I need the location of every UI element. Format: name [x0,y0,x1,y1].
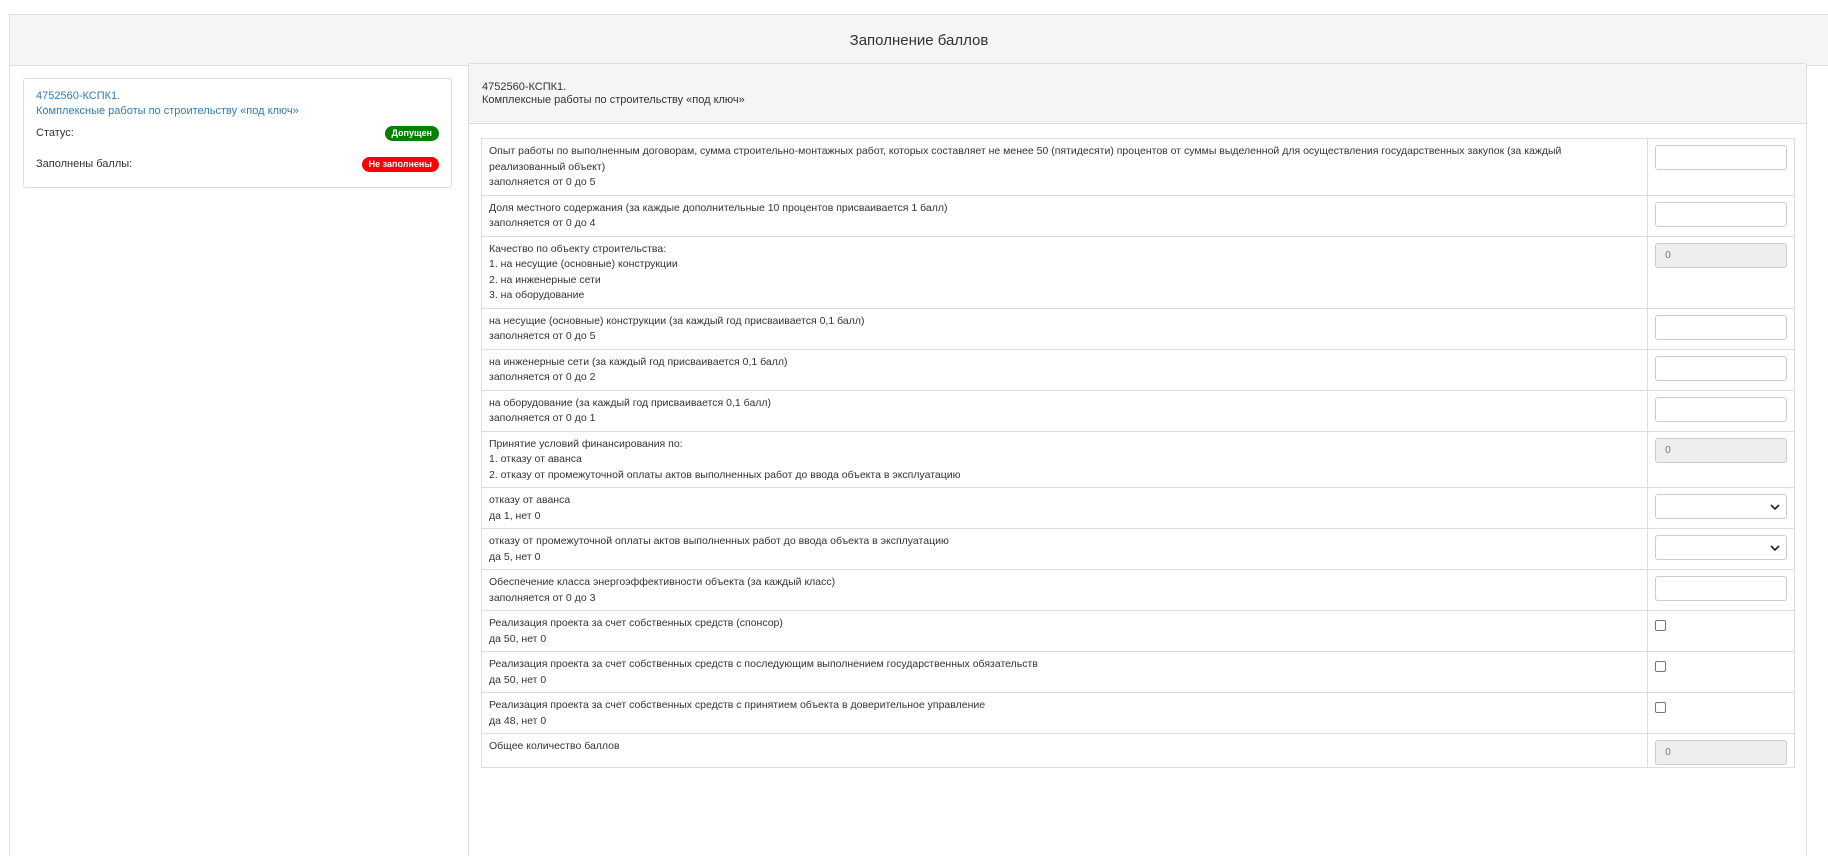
criterion-row [482,652,1795,693]
criterion-title: на несущие (основные) конструкции (за каждый год присваивается 0,1 балл) [489,314,865,327]
criterion-title: на оборудование (за каждый год присваивается 0,1 балл) [489,396,772,409]
score-input[interactable] [1655,145,1787,170]
criterion-title: отказу от аванса [489,494,571,506]
criterion-control-cell [1648,390,1795,431]
criterion-hint: да 50, нет 0 [489,673,547,686]
criterion-title: Качество по объекту строительства: [489,242,667,255]
criterion-title: на инженерные сети (за каждый год присваивается 0,1 балл) [489,355,788,368]
score-readonly-field: 0 [1655,243,1787,268]
criterion-control-cell [1648,488,1795,529]
criterion-hint: да 5, нет 0 [489,550,541,563]
score-readonly-field: 0 [1655,438,1787,463]
card-lot-code: 4752560-КСПК1. [482,81,567,93]
criteria-card-header [469,64,1806,124]
criterion-control-cell [1648,139,1795,196]
criterion-label [482,488,1648,529]
criteria-table [481,138,1795,768]
criterion-title: Реализация проекта за счет собственных средств (спонсор) [489,617,783,629]
criterion-control-cell [1648,349,1795,390]
status-label: Статус: [36,127,74,139]
criterion-label [482,390,1648,431]
criterion-hint: да 50, нет 0 [489,632,547,645]
criterion-hint: заполняется от 0 до 4 [489,217,596,229]
criterion-control-cell [1648,652,1795,693]
status-row [36,123,439,143]
criterion-label [482,652,1648,693]
summary-card [23,78,452,188]
criterion-title: Доля местного содержания (за каждые дополнительные 10 процентов присваивается 1 балл) [489,201,948,214]
criterion-row [482,734,1795,768]
score-input[interactable] [1655,576,1787,601]
criterion-title: Опыт работы по выполненным договорам, сумма строительно-монтажных работ, которых составляет не менее 50 (пятидесяти) процентов от суммы выделенной для осуществления государственных закупок (за каждый реализованный объект) [489,145,1565,173]
lot-link[interactable] [36,89,299,119]
scores-label: Заполнены баллы: [36,158,133,170]
criterion-control-cell [1648,734,1795,768]
criterion-row [482,611,1795,652]
scores-row [36,154,439,174]
criterion-control-cell [1648,693,1795,734]
criterion-title: Общее количество баллов [489,740,620,752]
criterion-title: Реализация проекта за счет собственных средств с принятием объекта в доверительное управление [489,699,986,711]
criterion-title: Принятие условий финансирования по: [489,437,683,450]
criterion-row [482,349,1795,390]
score-input[interactable] [1655,397,1787,422]
criterion-control-cell [1648,308,1795,349]
criterion-row [482,195,1795,236]
criterion-label [482,236,1648,308]
criterion-label [482,139,1648,196]
criterion-label [482,431,1648,488]
criterion-label [482,308,1648,349]
criterion-row [482,308,1795,349]
criterion-hint: да 48, нет 0 [489,714,547,727]
criterion-control-cell [1648,570,1795,611]
criterion-hint: заполняется от 0 до 1 [489,412,596,424]
score-input[interactable] [1655,356,1787,381]
criterion-hint: 1. на несущие (основные) конструкции [489,258,678,270]
criterion-hint: 3. на оборудование [489,289,585,301]
score-select[interactable] [1655,535,1787,560]
criterion-row [482,488,1795,529]
status-badge: Допущен [385,126,440,141]
score-select[interactable] [1655,494,1787,519]
criterion-title: отказу от промежуточной оплаты актов выполненных работ до ввода объекта в эксплуатацию [489,535,949,547]
criterion-title: Реализация проекта за счет собственных средств с последующим выполнением государственных обязательств [489,658,1038,670]
criterion-label [482,570,1648,611]
criterion-row [482,693,1795,734]
criterion-hint: 2. отказу от промежуточной оплаты актов выполненных работ до ввода объекта в эксплуатацию [489,468,961,481]
criterion-hint: заполняется от 0 до 5 [489,330,596,342]
lot-code[interactable]: 4752560-КСПК1. [36,90,121,102]
criterion-control-cell [1648,611,1795,652]
score-checkbox[interactable] [1655,661,1666,672]
score-readonly-field: 0 [1655,740,1787,765]
criterion-hint: да 1, нет 0 [489,509,541,522]
criterion-row [482,236,1795,308]
criterion-label [482,529,1648,570]
score-input[interactable] [1655,315,1787,340]
criterion-hint: 1. отказу от аванса [489,453,582,465]
criterion-title: Обеспечение класса энергоэффективности объекта (за каждый класс) [489,576,836,588]
chevron-down-icon [1770,543,1780,553]
chevron-down-icon [1770,502,1780,512]
criterion-row [482,431,1795,488]
criterion-row [482,390,1795,431]
criterion-row [482,570,1795,611]
criterion-control-cell [1648,529,1795,570]
criterion-row [482,529,1795,570]
lot-name[interactable]: Комплексные работы по строительству «под ключ» [36,105,299,117]
criterion-label [482,611,1648,652]
criterion-label [482,693,1648,734]
criterion-hint: 2. на инженерные сети [489,273,601,286]
score-input[interactable] [1655,202,1787,227]
scores-badge: Не заполнены [362,157,439,172]
criterion-hint: заполняется от 0 до 5 [489,176,596,188]
criterion-control-cell [1648,195,1795,236]
page-title: Заполнение баллов [10,15,1828,66]
criterion-control-cell [1648,431,1795,488]
score-checkbox[interactable] [1655,620,1666,631]
criterion-hint: заполняется от 0 до 3 [489,591,596,604]
criterion-control-cell [1648,236,1795,308]
card-lot-name: Комплексные работы по строительству «под ключ» [482,94,745,106]
criterion-label [482,349,1648,390]
criterion-label [482,734,1648,768]
criteria-card [468,63,1807,856]
criterion-hint: заполняется от 0 до 2 [489,371,596,383]
criterion-row [482,139,1795,196]
score-checkbox[interactable] [1655,702,1666,713]
criterion-label [482,195,1648,236]
